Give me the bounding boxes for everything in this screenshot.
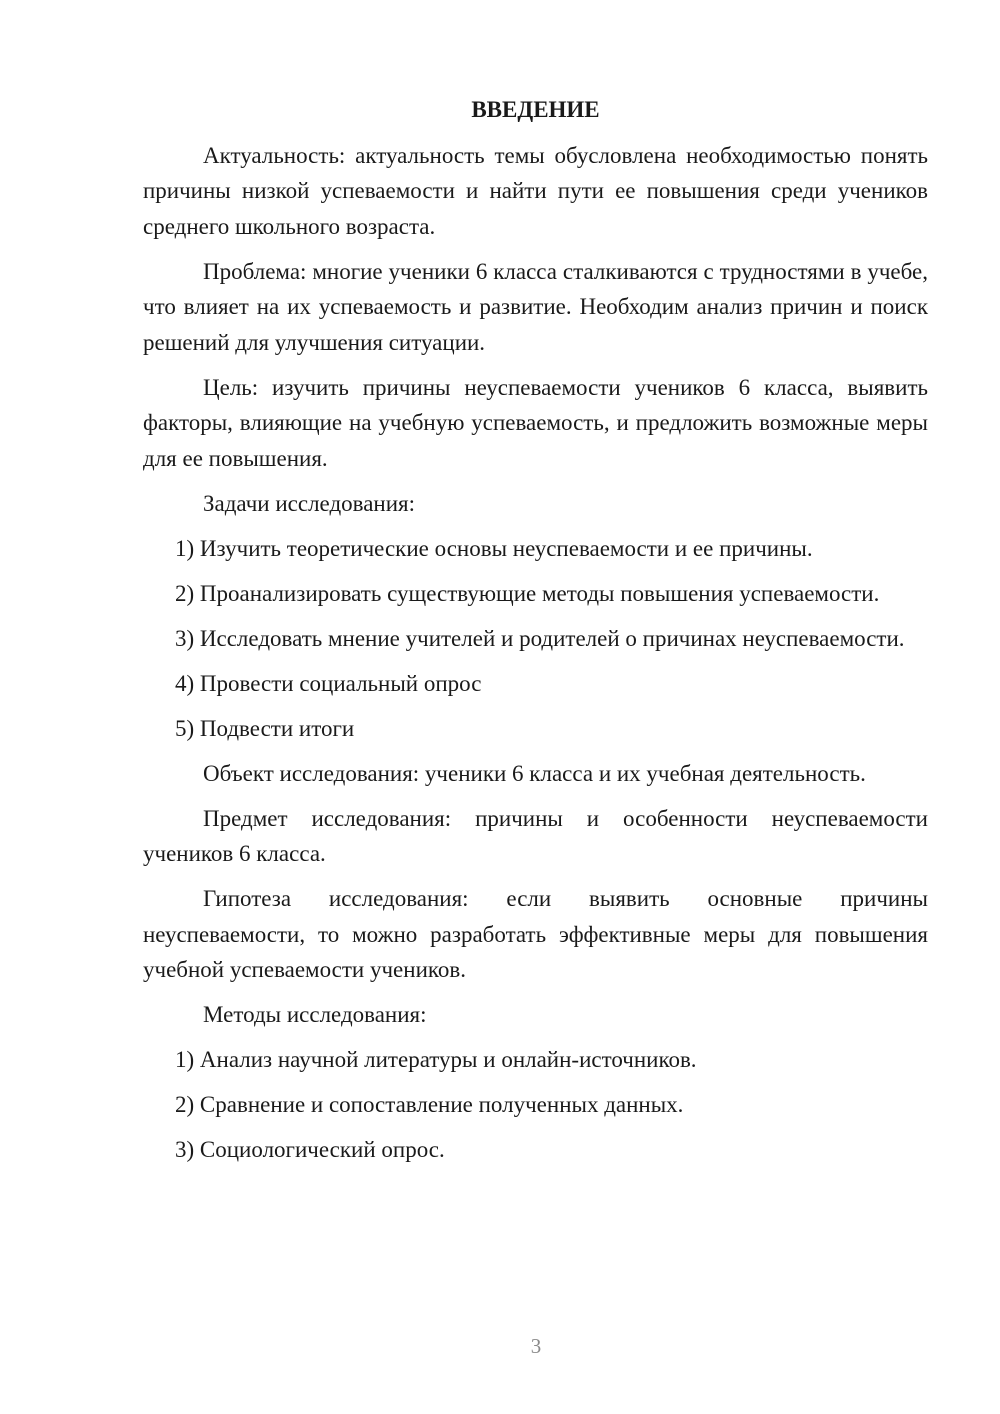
task-item: 5) Подвести итоги bbox=[175, 715, 355, 741]
section-title: ВВЕДЕНИЕ bbox=[471, 97, 600, 122]
task-item: 4) Провести социальный опрос bbox=[175, 670, 482, 696]
task-item: 1) Изучить теоретические основы неуспеваемости и ее причины. bbox=[175, 535, 813, 561]
method-item: 2) Сравнение и сопоставление полученных данных. bbox=[175, 1092, 684, 1117]
page-content bbox=[143, 92, 928, 1177]
tasks-heading: Задачи исследования: bbox=[203, 490, 416, 516]
method-item: 1) Анализ научной литературы и онлайн-источников. bbox=[175, 1047, 697, 1072]
task-item: 3) Исследовать мнение учителей и родителей о причинах неуспеваемости. bbox=[175, 625, 905, 651]
methods-heading: Методы исследования: bbox=[203, 1002, 427, 1027]
task-item: 2) Проанализировать существующие методы повышения успеваемости. bbox=[175, 580, 880, 606]
page-number: 3 bbox=[530, 1334, 542, 1358]
problem-paragraph: Проблема: многие ученики 6 класса сталкиваются с трудностями в учебе, что влияет на их успеваемость и развитие. Необходим анализ причин и поиск решений для улучшения ситуации. bbox=[143, 258, 928, 355]
object-paragraph: Объект исследования: ученики 6 класса и их учебная деятельность. bbox=[203, 760, 866, 786]
method-item: 3) Социологический опрос. bbox=[175, 1137, 445, 1162]
relevance-paragraph: Актуальность: актуальность темы обусловлена необходимостью понять причины низкой успеваемости и найти пути ее повышения среди учеников среднего школьного возраста. bbox=[143, 142, 928, 239]
hypothesis-paragraph: Гипотеза исследования: если выявить основные причины неуспеваемости, то можно разработать эффективные меры для повышения учебной успеваемости учеников. bbox=[143, 886, 928, 982]
goal-paragraph: Цель: изучить причины неуспеваемости учеников 6 класса, выявить факторы, влияющие на учебную успеваемость, и предложить возможные меры для ее повышения. bbox=[143, 374, 928, 471]
subject-paragraph: Предмет исследования: причины и особенности неуспеваемости учеников 6 класса. bbox=[143, 805, 928, 866]
